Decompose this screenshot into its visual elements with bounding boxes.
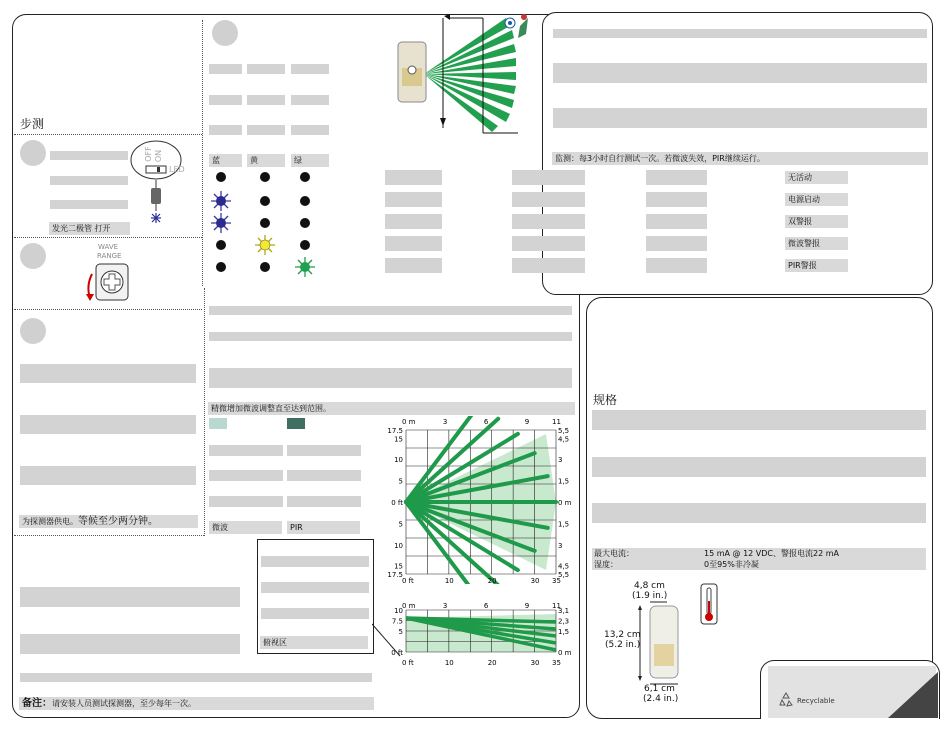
spec-value: 0至95%非冷凝 (704, 560, 759, 569)
note (19, 697, 374, 710)
table-cell (291, 64, 329, 74)
y-tick-label-right: 3,1 (558, 607, 570, 615)
table-cell (209, 125, 242, 135)
step-number-3 (20, 318, 46, 344)
step-number-1 (20, 140, 46, 166)
depth-in: (2.4 in.) (643, 694, 679, 704)
led-on-label: 发光二极管 打开 (49, 222, 130, 235)
divider (14, 535, 204, 536)
power-note-a: 为探测器供电。 (22, 517, 78, 526)
step-text-bar (20, 587, 240, 607)
table-cell (512, 192, 585, 207)
led-yellow-on (254, 234, 276, 260)
x-tick-label-m: 0 m (402, 418, 416, 426)
table-cell (287, 496, 361, 507)
adjust-text: 精微增加微波调整直至达到范围。 (208, 402, 575, 415)
power-note (19, 515, 198, 528)
x-tick-label-ft: 20 (487, 659, 497, 667)
y-tick-label-left: 5 (398, 477, 403, 486)
height-cm: 13,2 cm (604, 630, 641, 640)
y-tick-label-left: 10 (394, 455, 403, 464)
y-tick-label-right: 4,5 (558, 435, 570, 444)
x-tick-label-ft: 35 (552, 659, 561, 667)
y-tick-label-right: 5,5 (558, 571, 570, 579)
supervision-text: 监测：每3小时自行测试一次。若微波失效，PIR继续运行。 (552, 152, 928, 165)
width-cm: 4,8 cm (634, 581, 665, 591)
range-label: RANGE (97, 252, 122, 260)
table-cell (261, 556, 369, 567)
table-cell (512, 214, 585, 229)
state-label: 无活动 (785, 171, 848, 184)
led-off (260, 172, 270, 182)
switch-led-label: LED (169, 165, 185, 174)
y-tick-label-left: 10 (394, 542, 403, 551)
x-tick-label-ft: 30 (530, 577, 540, 584)
wave-label: WAVE (98, 243, 119, 251)
thermometer-icon (700, 583, 718, 625)
table-cell (512, 170, 585, 185)
recycle-icon (778, 692, 794, 708)
step-number-2 (20, 243, 46, 269)
text-bar (553, 29, 927, 38)
table-cell (646, 258, 707, 273)
pale-teal-swatch (209, 418, 227, 429)
y-tick-label-right: 3 (558, 455, 563, 464)
x-tick-label-m: 3 (442, 602, 448, 610)
y-tick-label-right: 1,5 (558, 477, 570, 486)
table-cell (209, 470, 283, 481)
step-text-bar (50, 151, 128, 160)
detector-dimension-figure (630, 600, 690, 690)
y-tick-label-left: 7.5 (391, 617, 403, 626)
pir-label: PIR (287, 521, 360, 534)
step-text-bar (20, 634, 240, 654)
x-tick-label-m: 11 (552, 602, 561, 610)
table-cell (209, 445, 283, 456)
corner-triangle (888, 672, 938, 718)
y-tick-label-right: 1,5 (558, 628, 570, 636)
table-cell (385, 170, 442, 185)
width-in: (1.9 in.) (632, 591, 668, 601)
x-tick-label-m: 9 (524, 418, 530, 426)
led-header-yellow: 黄 (247, 154, 285, 167)
table-cell (385, 214, 442, 229)
led-off (260, 218, 270, 228)
y-tick-label-left: 15 (394, 562, 403, 571)
y-tick-label-right: 2,3 (558, 617, 570, 626)
led-off (260, 196, 270, 206)
height-in: (5.2 in.) (605, 640, 641, 650)
lookdown-label: 俯视区 (260, 636, 368, 649)
recyclable-label: Recyclable (797, 697, 835, 705)
depth-cm: 6,1 cm (644, 684, 675, 694)
table-cell (209, 95, 242, 105)
y-tick-label-right: 0 m (558, 649, 572, 657)
text-bar (592, 457, 926, 477)
note-text: 请安装人员测试探测器，至少每年一次。 (52, 699, 196, 708)
text-bar (592, 503, 926, 523)
state-label: 微波警报 (785, 237, 848, 250)
divider (14, 237, 202, 238)
table-cell (385, 258, 442, 273)
led-off (216, 240, 226, 250)
x-tick-label-m: 9 (524, 602, 530, 610)
led-off (300, 196, 310, 206)
divider (202, 20, 203, 286)
table-cell (261, 608, 369, 619)
y-tick-label-left: 17.5 (387, 571, 403, 579)
table-cell (291, 95, 329, 105)
x-tick-label-ft: 30 (530, 659, 540, 667)
x-tick-label-m: 11 (552, 418, 561, 426)
text-bar (592, 410, 926, 430)
wave-range-knob[interactable] (84, 260, 134, 305)
table-cell (385, 192, 442, 207)
led-header-green: 绿 (291, 154, 329, 167)
x-tick-label-m: 6 (483, 418, 489, 426)
step-text-bar (20, 673, 372, 682)
note-label: 备注： (22, 698, 52, 709)
led-blue-on (210, 212, 232, 238)
step-text-bar (20, 466, 196, 485)
side-view-coverage-chart (360, 600, 572, 670)
text-bar (209, 368, 572, 388)
text-bar (209, 306, 572, 315)
x-tick-label-m: 6 (483, 602, 489, 610)
led-off (300, 218, 310, 228)
table-cell (247, 125, 285, 135)
table-cell (247, 64, 285, 74)
step-text-bar (20, 415, 196, 434)
text-bar (209, 332, 572, 341)
table-cell (261, 582, 369, 593)
x-tick-label-ft: 35 (552, 577, 561, 584)
y-tick-label-left: 10 (394, 607, 403, 615)
x-tick-label-ft: 0 ft (402, 659, 414, 667)
state-label: 双警报 (785, 215, 848, 228)
y-tick-label-left: 17.5 (387, 427, 403, 435)
x-tick-label-ft: 10 (444, 577, 454, 584)
state-label: PIR警报 (785, 259, 848, 272)
table-cell (209, 64, 242, 74)
power-note-b: 等候至少两分钟。 (78, 516, 158, 527)
dark-teal-swatch (287, 418, 305, 429)
step-number-4 (212, 20, 238, 46)
state-label: 电源启动 (785, 193, 848, 206)
y-tick-label-left: 5 (398, 520, 403, 529)
table-cell (512, 236, 585, 251)
table-cell (287, 445, 361, 456)
x-tick-label-m: 3 (442, 418, 448, 426)
steps-title: 步测 (20, 117, 45, 131)
x-tick-label-m: 0 m (402, 602, 416, 610)
detector-coverage-illustration (388, 8, 538, 138)
text-bar (553, 108, 927, 128)
x-tick-label-ft: 10 (444, 659, 454, 667)
table-cell (646, 170, 707, 185)
table-cell (646, 192, 707, 207)
y-tick-label-right: 1,5 (558, 520, 570, 529)
led-off (216, 262, 226, 272)
table-cell (287, 470, 361, 481)
led-off (300, 172, 310, 182)
table-cell (646, 236, 707, 251)
y-tick-label-right: 3 (558, 542, 563, 551)
table-cell (291, 125, 329, 135)
x-tick-label-ft: 20 (487, 577, 497, 584)
step-text-bar (50, 200, 128, 209)
led-off (260, 262, 270, 272)
table-cell (646, 214, 707, 229)
y-tick-label-left: 15 (394, 435, 403, 444)
led-green-on (294, 256, 316, 282)
divider (14, 309, 202, 310)
divider (14, 134, 202, 135)
table-cell (209, 496, 283, 507)
y-tick-label-right: 4,5 (558, 562, 570, 571)
y-tick-label-left: 0 ft (391, 499, 403, 507)
spec-key: 最大电流： (594, 549, 634, 558)
led-header-blue: 蓝 (209, 154, 242, 167)
step-text-bar (50, 176, 128, 185)
y-tick-label-left: 5 (398, 628, 403, 636)
led-off (216, 172, 226, 182)
top-view-coverage-chart (360, 416, 572, 584)
spec-key: 湿度： (594, 560, 618, 569)
step-text-bar (20, 364, 196, 383)
microwave-label: 微波 (209, 521, 282, 534)
text-bar (553, 63, 927, 83)
switch-off-label: OFF (143, 146, 153, 162)
table-cell (385, 236, 442, 251)
switch-on-label: ON (154, 149, 164, 163)
divider (204, 288, 205, 536)
led-off (300, 240, 310, 250)
y-tick-label-left: 0 ft (391, 649, 403, 657)
specs-title: 规格 (593, 393, 618, 407)
table-cell (247, 95, 285, 105)
spec-value: 15 mA @ 12 VDC、警报电流22 mA (704, 549, 840, 558)
x-tick-label-ft: 0 ft (402, 577, 414, 584)
y-tick-label-right: 0 m (558, 499, 572, 507)
table-cell (512, 258, 585, 273)
y-tick-label-right: 5,5 (558, 427, 570, 435)
